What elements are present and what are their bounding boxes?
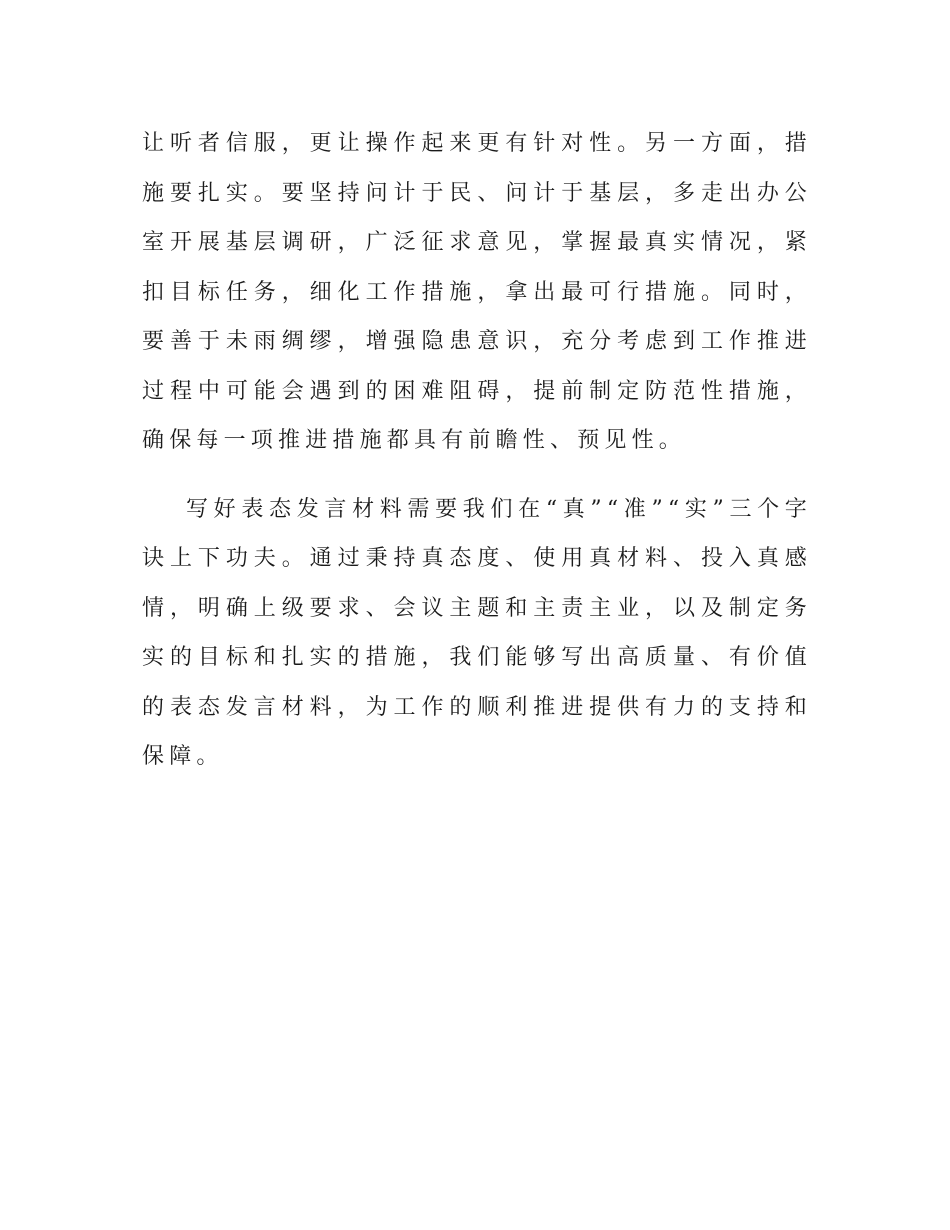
paragraph-continuation: 让听者信服，更让操作起来更有针对性。另一方面，措施要扎实。要坚持问计于民、问计于基层，多走出办公室开展基层调研，广泛征求意见，掌握最真实情况，紧扣目标任务，细化工作措施，拿出最可行措施。同时，要善于未雨绸缪，增强隐患意识，充分考虑到工作推进过程中可能会遇到的困难阻碍，提前制定防范性措施，确保每一项推进措施都具有前瞻性、预见性。 — [142, 131, 812, 453]
paragraph-conclusion: 写好表态发言材料需要我们在“真”“准”“实”三个字诀上下功夫。通过秉持真态度、使用真材料、投入真感情，明确上级要求、会议主题和主责主业，以及制定务实的目标和扎实的措施，我们能够写出高质量、有价值的表态发言材料，为工作的顺利推进提供有力的支持和保障。 — [142, 496, 812, 769]
document-body — [142, 119, 812, 782]
